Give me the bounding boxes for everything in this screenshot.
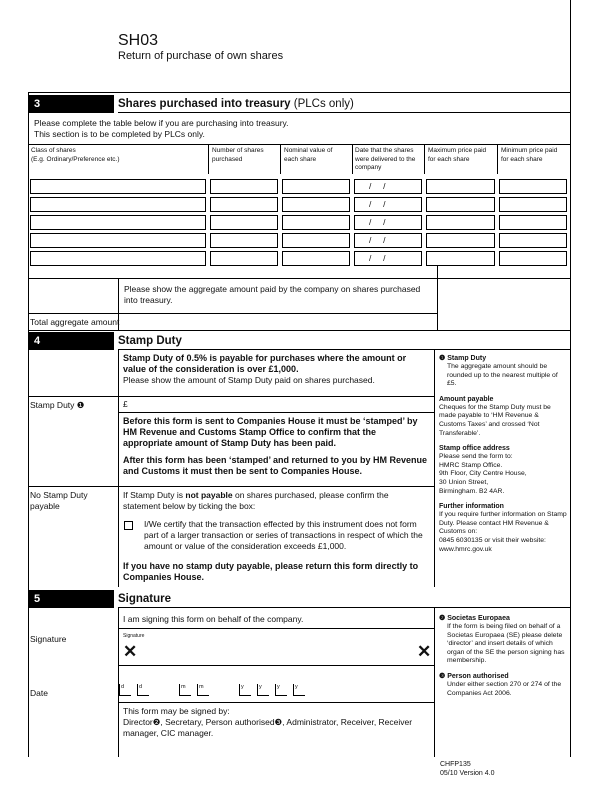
table-cell-input[interactable] [426, 233, 495, 248]
section-4-left-rule [118, 350, 119, 587]
footer [440, 760, 495, 778]
header-rule [28, 92, 571, 93]
note-stamp-duty [439, 354, 567, 389]
col-header-number: Number of shares purchased [212, 147, 264, 163]
section-number: 4 [28, 332, 114, 350]
col-header-nominal: Nominal value of each share [284, 147, 333, 163]
footer-code: CHFP135 [440, 761, 471, 768]
col-divider [352, 144, 353, 174]
stamp-duty-label [30, 400, 84, 411]
table-cell-input[interactable] [499, 215, 567, 230]
signed-by-line-2: Director❷, Secretary, Person authorised❸, Administrator, Receiver, Receiver manager, CIC manager. [123, 717, 413, 738]
col-header-min-price: Minimum price paid for each share [501, 147, 558, 163]
note-1-marker: ❶ [76, 400, 85, 410]
col-header-max-price: Maximum price paid for each share [428, 147, 487, 163]
no-duty-prompt [123, 490, 428, 512]
section-4-notes-rule [434, 350, 435, 587]
stamp-duty-label-text: Stamp Duty [30, 400, 75, 410]
note-amount-payable [439, 395, 567, 438]
date-digit-box[interactable]: y [275, 684, 287, 696]
date-separator: / / [369, 235, 386, 245]
note-body: Cheques for the Stamp Duty must be made payable to ‘HM Revenue & Customs Taxes’ and crossed ‘Not Transferable’. [439, 403, 551, 437]
no-duty-post: on shares purchased, please confirm the statement below by ticking the box: [123, 490, 389, 511]
table-cell-input[interactable] [354, 215, 422, 230]
table-cell-input[interactable] [30, 179, 206, 194]
table-cell-input[interactable] [282, 251, 350, 266]
stamp-duty-info [123, 353, 428, 386]
note-heading: ❸ Person authorised [439, 672, 509, 680]
section-5-notes [439, 614, 567, 698]
date-label: Date [30, 688, 48, 698]
section-rule [118, 607, 570, 608]
section-3-header [28, 95, 570, 113]
signature-start-cross: ✕ [123, 642, 138, 661]
note-heading: Amount payable [439, 395, 494, 403]
section-title-text: Shares purchased into treasury [118, 98, 291, 110]
section-title-suffix: (PLCs only) [293, 98, 354, 110]
note-body: The aggregate amount should be rounded up to the nearest multiple of £5. [447, 363, 558, 388]
section-4-header [28, 332, 570, 350]
aggregate-prompt: Please show the aggregate amount paid by the company on shares purchased into treasury. [124, 284, 421, 305]
table-cell-input[interactable] [499, 179, 567, 194]
signature-caption: Signature [123, 633, 145, 639]
section-number: 3 [28, 95, 114, 113]
section-title [118, 95, 354, 113]
date-digit-box[interactable]: d [137, 684, 149, 696]
signing-statement: I am signing this form on behalf of the company. [123, 614, 304, 624]
stamp-duty-rate-text: Stamp Duty of 0.5% is payable for purchases where the amount or value of the consideration is over £1,000. [123, 353, 407, 374]
table-cell-input[interactable] [354, 197, 422, 212]
certify-statement: I/We certify that the transaction effected by this instrument does not form part of a larger transaction or series of transactions in respect of which the amount or value of the consideration exceeds £1,000. [144, 519, 423, 551]
currency-symbol: £ [123, 399, 128, 409]
no-duty-pre: If Stamp Duty is [123, 490, 183, 500]
table-cell-input[interactable] [282, 215, 350, 230]
date-separator: / / [369, 199, 386, 209]
signed-by-line-1: This form may be signed by: [123, 706, 230, 716]
section-4-notes [439, 354, 567, 554]
table-cell-input[interactable] [30, 197, 206, 212]
table-cell-input[interactable] [499, 197, 567, 212]
no-stamp-duty-label: No Stamp Duty payable [30, 490, 88, 511]
aggregate-bottom-rule [28, 330, 571, 331]
date-field[interactable] [119, 684, 339, 698]
date-digit-box[interactable]: m [179, 684, 191, 696]
instruction-line: This section is to be completed by PLCs only. [34, 129, 205, 139]
table-cell-input[interactable] [499, 251, 567, 266]
footer-version: 05/10 Version 4.0 [440, 770, 495, 777]
date-digit-box[interactable]: d [119, 684, 131, 696]
col-divider [497, 144, 498, 174]
note-stamp-office [439, 444, 567, 496]
note-further-info [439, 502, 567, 554]
no-duty-row-top [28, 486, 435, 487]
section-5-header [28, 590, 570, 608]
note-heading: Stamp office address [439, 445, 510, 453]
date-row-bottom [118, 702, 435, 703]
table-cell-input[interactable] [210, 215, 278, 230]
table-top-rule [28, 144, 571, 145]
section-rule [118, 112, 570, 113]
table-cell-input[interactable] [499, 233, 567, 248]
date-digit-box[interactable]: y [293, 684, 305, 696]
section-title: Stamp Duty [118, 335, 182, 347]
signature-end-cross: ✕ [417, 642, 432, 661]
table-cell-input[interactable] [426, 197, 495, 212]
stamp-duty-row-bottom [118, 412, 435, 413]
date-separator: / / [369, 217, 386, 227]
note-body: Under either section 270 or 274 of the Companies Act 2006. [447, 680, 562, 697]
col-header-date: Date that the shares were delivered to the company [355, 147, 416, 171]
table-cell-input[interactable] [354, 251, 422, 266]
note-body: Please send the form to: HMRC Stamp Office. 9th Floor, City Centre House, 30 Union Street, Birmingham. B2 4AR. [439, 453, 527, 495]
table-cell-input[interactable] [354, 233, 422, 248]
aggregate-amount-input[interactable] [119, 314, 436, 329]
table-cell-input[interactable] [210, 197, 278, 212]
table-cell-input[interactable] [282, 233, 350, 248]
note-heading: ❶ Stamp Duty [439, 355, 487, 362]
signature-row-bottom [118, 665, 435, 666]
section-number: 5 [28, 590, 114, 608]
instruction-line: Please complete the table below if you are purchasing into treasury. [34, 118, 289, 128]
table-cell-input[interactable] [282, 197, 350, 212]
page-border-right [570, 0, 571, 757]
col-divider [424, 144, 425, 174]
aggregate-label: Total aggregate amount [30, 317, 120, 327]
table-cell-input[interactable] [210, 251, 278, 266]
signature-label: Signature [30, 634, 67, 644]
date-digit-box[interactable]: m [197, 684, 209, 696]
no-duty-bold: not payable [185, 490, 233, 500]
note-body: If the form is being filed on behalf of a Societas Europaea (SE) please delete ‘director’ and insert details of which organ of the SE the person signing has membership. [447, 623, 565, 665]
stamped-paragraph-1: Before this form is sent to Companies House it must be ‘stamped’ by HM Revenue and Customs Stamp Office to confirm that the appropriate amount of Stamp Duty has been paid. [123, 416, 418, 448]
note-heading: Further information [439, 503, 504, 511]
table-cell-input[interactable] [210, 179, 278, 194]
table-cell-input[interactable] [426, 215, 495, 230]
note-body: If you require further information on Stamp Duty. Please contact HM Revenue & Customs on: 0845 6030135 or visit their website: www.hmrc.gov.uk [439, 511, 567, 553]
section-3-instructions [34, 118, 554, 140]
table-cell-input[interactable] [30, 215, 206, 230]
page-border-left [28, 92, 29, 757]
date-digit-box[interactable]: y [239, 684, 251, 696]
table-cell-input[interactable] [426, 251, 495, 266]
aggregate-top-rule [28, 278, 571, 279]
col-header-class: Class of shares (E.g. Ordinary/Preference etc.) [31, 147, 120, 163]
certify-checkbox[interactable] [124, 521, 133, 530]
signed-by-text [123, 706, 428, 739]
table-cell-input[interactable] [426, 179, 495, 194]
table-cell-input[interactable] [30, 233, 206, 248]
section-5-notes-rule [434, 608, 435, 757]
stamped-instructions [123, 416, 428, 477]
stamped-paragraph-2: After this form has been ‘stamped’ and returned to you by HM Revenue and Customs it must then be sent to Companies House. [123, 455, 428, 476]
form-code: SH03 [118, 32, 159, 49]
signature-field[interactable] [119, 629, 433, 665]
section-rule [118, 349, 570, 350]
stamp-duty-instruction: Please show the amount of Stamp Duty paid on shares purchased. [123, 375, 375, 385]
note-societas-europaea [439, 614, 567, 666]
aggregate-right-rule [437, 266, 438, 330]
date-digit-box[interactable]: y [257, 684, 269, 696]
table-cell-input[interactable] [282, 179, 350, 194]
form-subtitle: Return of purchase of own shares [118, 50, 284, 62]
no-duty-closing: If you have no stamp duty payable, please return this form directly to Companies House. [123, 561, 419, 582]
section-title: Signature [118, 593, 172, 605]
table-cell-input[interactable] [30, 251, 206, 266]
note-person-authorised [439, 672, 567, 698]
date-separator: / / [369, 181, 386, 191]
note-heading: ❷ Societas Europaea [439, 615, 510, 622]
date-separator: / / [369, 253, 386, 263]
col-divider [208, 144, 209, 174]
table-cell-input[interactable] [354, 179, 422, 194]
stamp-duty-amount-input[interactable] [119, 397, 433, 411]
table-cell-input[interactable] [210, 233, 278, 248]
col-divider [280, 144, 281, 174]
